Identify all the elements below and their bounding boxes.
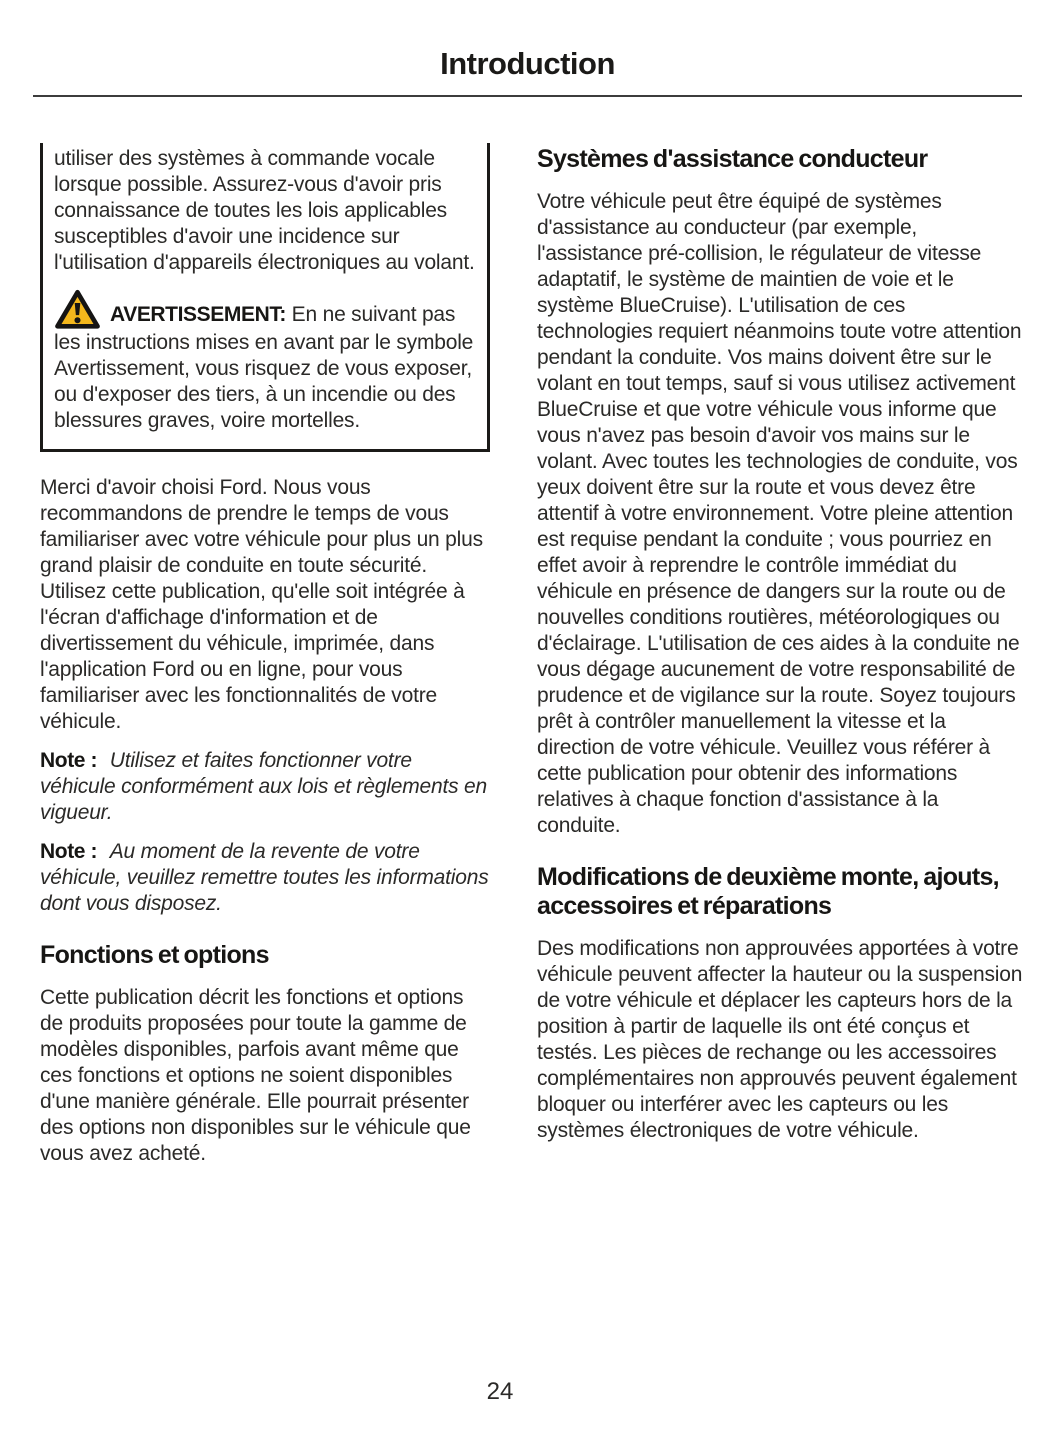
right-column — [537, 143, 1025, 1157]
left-column — [40, 143, 490, 1180]
heading-modifications: Modifications de deuxième monte, ajouts, accessoires et réparations — [537, 863, 999, 920]
warning-triangle-icon — [54, 289, 101, 330]
warning-continuation-box — [40, 143, 490, 452]
heading-fonctions-et-options: Fonctions et options — [40, 941, 269, 969]
note-label: Note : — [40, 840, 98, 863]
fonctions-paragraph: Cette publication décrit les fonctions et options de produits proposées pour toute la gamme de modèles disponibles, parfois avant même que ces fonctions et options ne soient disponibles d'une manière générale. Elle pourrait présenter des options non disponibles sur le véhicule que vous avez acheté. — [40, 986, 471, 1165]
assistance-paragraph: Votre véhicule peut être équipé de systèmes d'assistance au conducteur (par exemple, l'assistance pré-collision, le régulateur de vitesse adaptatif, le système de maintien de voie et le système BlueCruise). L'utilisation de ces technologies requiert néanmoins toute votre attention pendant la conduite. Vos mains doivent être sur le volant en tout temps, sauf si vous utilisez activement BlueCruise et que votre véhicule vous informe que vous n'avez pas besoin d'avoir vos mains sur le volant. Avec toutes les technologies de conduite, vos yeux doivent être sur la route et vous devez être attentif à votre environnement. Votre pleine attention est requise pendant la conduite ; vous pourriez en effet avoir à reprendre le contrôle immédiat du véhicule en présence de dangers sur la route ou de nouvelles conditions routières, météorologiques ou d'éclairage. L'utilisation de ces aides à la conduite ne vous dégage aucunement de votre responsabilité de prudence et de vigilance sur la route. Soyez toujours prêt à contrôler manuellement la vitesse et la direction de votre véhicule. Veuillez vous référer à cette publication pour obtenir des informations relatives à chaque fonction d'assistance à la conduite. — [537, 190, 1022, 837]
warning-text: En ne suivant pas les instructions mises en avant par le symbole Avertissement, vous risquez de vous exposer, ou d'exposer des tiers, à un incendie ou des blessures graves, voire mortelles. — [54, 303, 474, 432]
page-number: 24 — [486, 1378, 514, 1405]
heading-systemes-assistance: Systèmes d'assistance conducteur — [537, 145, 928, 173]
note-label: Note : — [40, 749, 98, 772]
warning-box-intro-text: utiliser des systèmes à commande vocale lorsque possible. Assurez-vous d'avoir pris connaissance de toutes les lois applicables susceptibles d'avoir une incidence sur l'utilisation d'appareils électroniques au volant. — [54, 147, 475, 274]
note-paragraph — [40, 748, 490, 826]
title-divider — [33, 95, 1022, 97]
warning-label: AVERTISSEMENT: — [110, 303, 287, 326]
warning-paragraph — [54, 289, 478, 434]
modifications-paragraph: Des modifications non approuvées apportées à votre véhicule peuvent affecter la hauteur ou la suspension de votre véhicule et déplacer les capteurs hors de la position à partir de laquelle ils ont été conçus et testés. Les pièces de rechange ou les accessoires complémentaires non approuvés peuvent également bloquer ou interférer avec les capteurs ou les systèmes électroniques de votre véhicule. — [537, 937, 1023, 1142]
note-text: Utilisez et faites fonctionner votre véhicule conformément aux lois et règlements en vigueur. — [40, 749, 488, 824]
note-paragraph — [40, 839, 490, 917]
content-columns — [0, 143, 1055, 1180]
page-title: Introduction — [440, 46, 615, 81]
thanks-paragraph: Merci d'avoir choisi Ford. Nous vous recommandons de prendre le temps de vous familiariser avec votre véhicule pour plus un plus grand plaisir de conduite en toute sécurité. Utilisez cette publication, qu'elle soit intégrée à l'écran d'affichage d'information et de divertissement du véhicule, imprimée, dans l'application Ford ou en ligne, pour vous familiariser avec les fonctionnalités de votre véhicule. — [40, 476, 483, 733]
note-text: Au moment de la revente de votre véhicule, veuillez remettre toutes les informations dont vous disposez. — [40, 840, 489, 915]
